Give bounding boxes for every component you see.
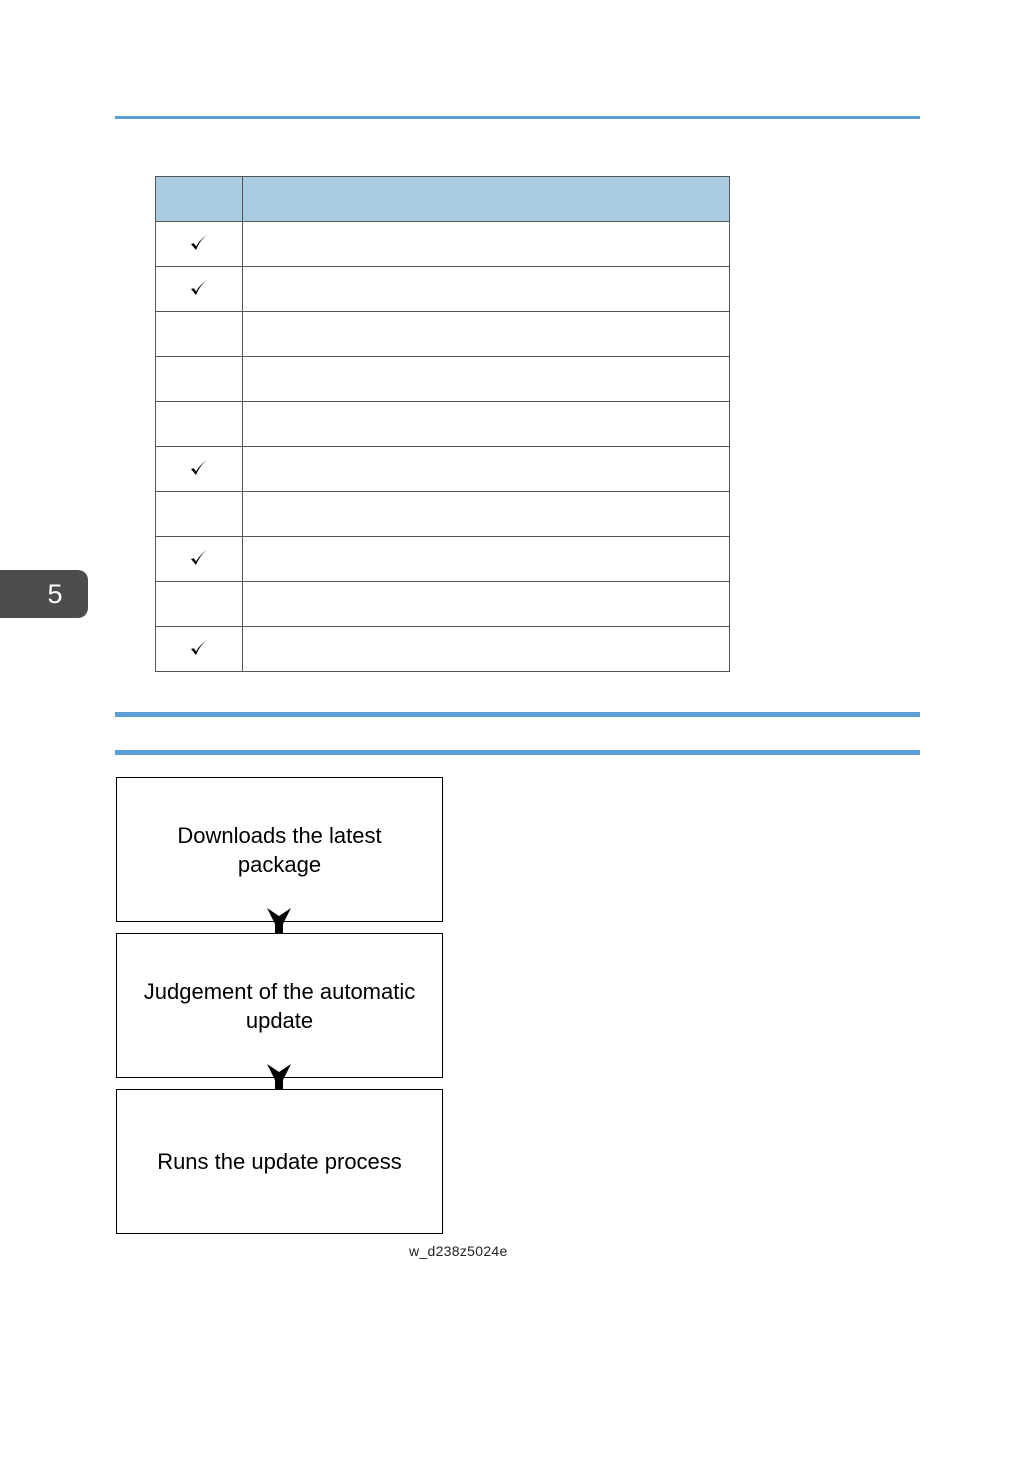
section-rule-bottom xyxy=(115,750,920,755)
arrow-down-icon xyxy=(265,908,293,934)
checkmark-icon xyxy=(189,639,209,659)
flow-step-run-update xyxy=(116,1089,443,1234)
table-cell-description xyxy=(243,312,730,357)
table-cell-description xyxy=(243,402,730,447)
table-cell-description xyxy=(243,222,730,267)
table-cell-check xyxy=(156,537,243,582)
flow-step-text: update xyxy=(245,1007,314,1033)
flow-step-judgement xyxy=(116,933,443,1078)
table-cell-check xyxy=(156,492,243,537)
table-cell-check xyxy=(156,582,243,627)
table-row xyxy=(156,267,730,312)
table-cell-description xyxy=(243,627,730,672)
flow-step-text: Runs the update process xyxy=(157,1149,402,1174)
table-row xyxy=(156,582,730,627)
header-rule xyxy=(115,116,920,119)
table-cell-check xyxy=(156,267,243,312)
table-header-description xyxy=(243,177,730,222)
table-row xyxy=(156,312,730,357)
table-cell-check xyxy=(156,447,243,492)
table-row xyxy=(156,447,730,492)
table-cell-check xyxy=(156,357,243,402)
table-header-row xyxy=(156,177,730,222)
checkmark-icon xyxy=(189,549,209,569)
figure-id: w_d238z5024e xyxy=(409,1243,508,1259)
chapter-tab xyxy=(0,570,88,618)
flow-step-text: Judgement of the automatic xyxy=(143,978,416,1004)
table-cell-description xyxy=(243,492,730,537)
table-cell-check xyxy=(156,627,243,672)
flow-step-text: package xyxy=(237,851,322,877)
table-cell-check xyxy=(156,222,243,267)
flow-step-text: Downloads the latest xyxy=(177,822,382,848)
flow-step-download xyxy=(116,777,443,922)
table-row xyxy=(156,627,730,672)
chapter-number: 5 xyxy=(47,579,63,609)
checkmark-icon xyxy=(189,279,209,299)
feature-check-table xyxy=(155,176,730,672)
arrow-down-icon xyxy=(265,1064,293,1090)
table-cell-description xyxy=(243,357,730,402)
checkmark-icon xyxy=(189,459,209,479)
section-rule-top xyxy=(115,712,920,717)
table-row xyxy=(156,357,730,402)
table-cell-description xyxy=(243,537,730,582)
table-cell-description xyxy=(243,447,730,492)
table-header-check xyxy=(156,177,243,222)
checkmark-icon xyxy=(189,234,209,254)
table-row xyxy=(156,492,730,537)
table-cell-description xyxy=(243,582,730,627)
table-row xyxy=(156,402,730,447)
table-cell-check xyxy=(156,402,243,447)
table-cell-check xyxy=(156,312,243,357)
table-cell-description xyxy=(243,267,730,312)
table-body xyxy=(156,222,730,672)
table-row xyxy=(156,222,730,267)
table-row xyxy=(156,537,730,582)
